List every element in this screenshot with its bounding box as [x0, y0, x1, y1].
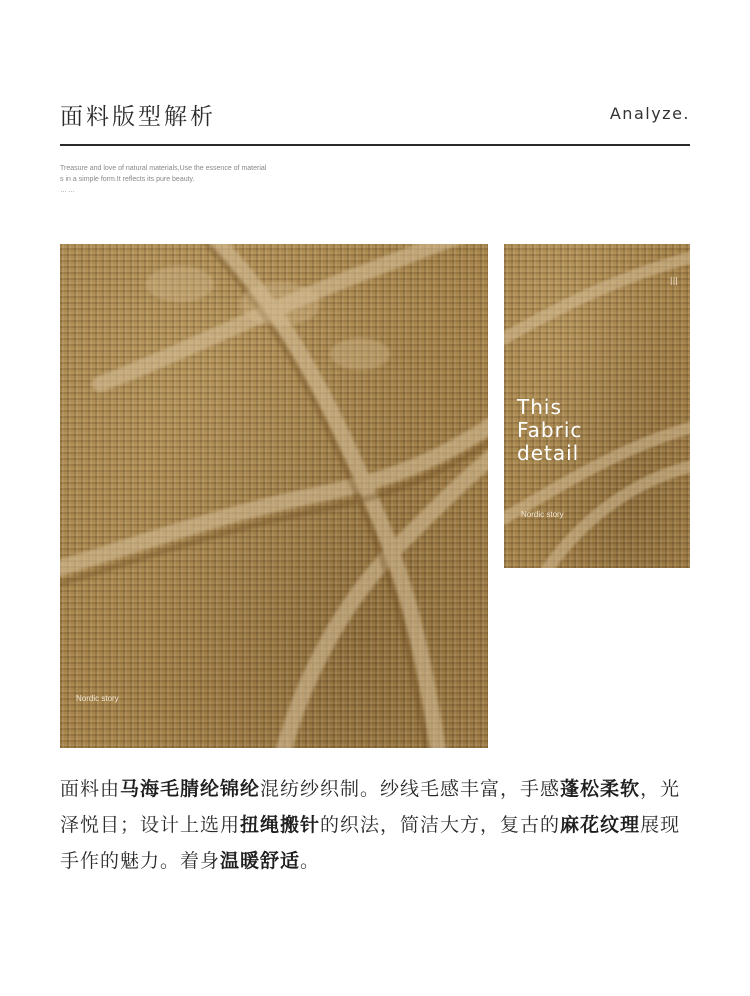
desc-segment: 展现手作的魅力。着身: [60, 814, 681, 872]
desc-highlight: 扭绳搬针: [240, 814, 321, 836]
page-title: 面料版型解析: [60, 104, 216, 130]
header-divider: [60, 144, 690, 146]
intro-line-2: s in a simple form.It reflects its pure beauty.: [60, 176, 195, 183]
intro-text: [60, 163, 320, 196]
cable-pattern: [60, 244, 488, 748]
desc-highlight: 麻花纹理: [560, 814, 641, 836]
header-tag: Analyze.: [609, 104, 690, 123]
desc-highlight: 马海毛腈纶锦纶: [120, 778, 261, 800]
desc-segment: 混纺纱织制。纱线毛感丰富，手感: [260, 778, 561, 800]
desc-highlight: 蓬松柔软: [560, 778, 641, 800]
desc-segment: 。: [300, 850, 321, 872]
headline-line-1: This: [517, 395, 562, 419]
main-photo-caption: Nordic story: [76, 694, 119, 703]
desc-segment: ，光泽悦目；设计上选用: [60, 778, 681, 836]
intro-line-1: Treasure and love of natural materials,Use the essence of material: [60, 165, 267, 172]
fabric-photo-side: [504, 244, 690, 568]
fabric-description: [60, 771, 700, 879]
side-photo-index: |||: [669, 276, 678, 285]
intro-ellipsis: ……: [60, 187, 76, 194]
side-photo-caption: Nordic story: [521, 510, 564, 519]
headline-line-3: detail: [517, 441, 580, 465]
headline-line-2: Fabric: [517, 418, 583, 442]
desc-highlight: 温暖舒适: [220, 850, 301, 872]
side-photo-headline: [517, 396, 582, 465]
fabric-photo-main: [60, 244, 488, 748]
desc-segment: 面料由: [60, 778, 121, 800]
desc-segment: 的织法，简洁大方，复古的: [320, 814, 561, 836]
